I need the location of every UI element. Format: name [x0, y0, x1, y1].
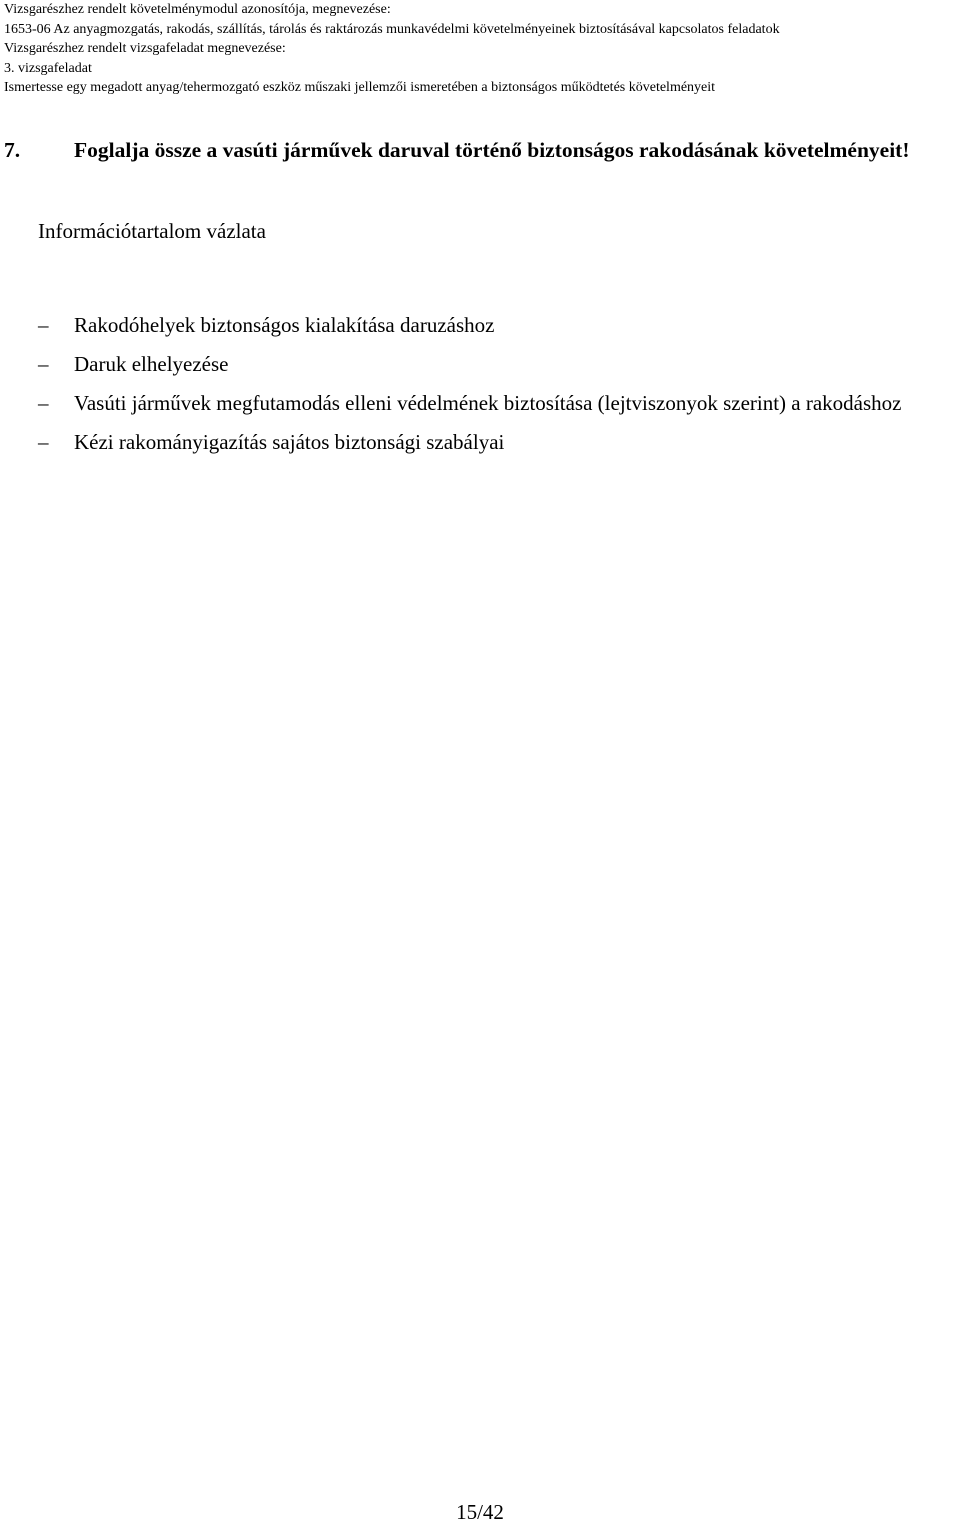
list-item: [38, 390, 928, 416]
task-text: Foglalja össze a vasúti járművek daruval történő biztonságos rakodásának követelményeit!: [74, 138, 910, 162]
page-number: 15/42: [456, 1500, 504, 1524]
header-task-description: Ismertesse egy megadott anyag/tehermozgató eszköz műszaki jellemzői ismeretében a biztonságos működtetés követelményeit: [4, 80, 716, 95]
outline-title: Információtartalom vázlata: [38, 219, 266, 243]
header-module-title: 1653-06 Az anyagmozgatás, rakodás, szállítás, tárolás és raktározás munkavédelmi követelményeinek biztosításával kapcsolatos feladatok: [4, 21, 780, 37]
list-item-text: Kézi rakományigazítás sajátos biztonsági szabályai: [74, 430, 505, 454]
page-header: [4, 0, 956, 98]
header-module-label: Vizsgarészhez rendelt követelménymodul azonosítója, megnevezése:: [4, 2, 391, 17]
dash-bullet: –: [38, 313, 49, 337]
list-item-text: Vasúti járművek megfutamodás elleni védelmének biztosítása (lejtviszonyok szerint) a rakodáshoz: [74, 391, 902, 415]
task-heading: [4, 136, 956, 164]
list-item-text: Rakodóhelyek biztonságos kialakítása daruzáshoz: [74, 313, 495, 337]
dash-bullet: –: [38, 391, 49, 415]
list-item-text: Daruk elhelyezése: [74, 352, 229, 376]
header-task-number: 3. vizsgafeladat: [4, 60, 92, 76]
task-number: 7.: [4, 138, 21, 162]
outline-list: [38, 312, 928, 468]
dash-bullet: –: [38, 430, 49, 454]
dash-bullet: –: [38, 352, 49, 376]
header-task-label: Vizsgarészhez rendelt vizsgafeladat megnevezése:: [4, 41, 286, 56]
list-item: [38, 351, 928, 377]
list-item: [38, 429, 928, 455]
list-item: [38, 312, 928, 338]
